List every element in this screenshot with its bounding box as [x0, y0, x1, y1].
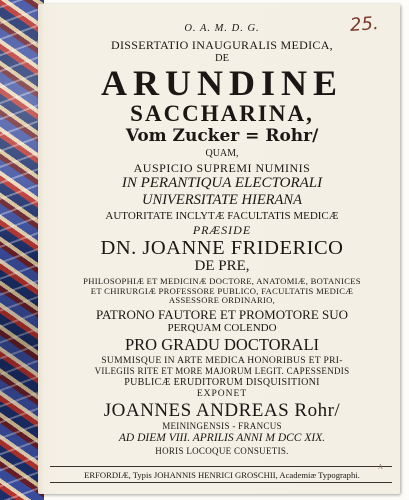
pro-gradu-line: PRO GRADU DOCTORALI — [124, 334, 320, 354]
subtitle: SACCHARINA, — [130, 101, 314, 126]
summisque-line-2: VILEGIIS RITE ET MORE MAJORUM LEGIT. CAPESSENDIS — [94, 365, 350, 376]
exponet-line: EXPONET — [196, 388, 248, 399]
horis-line: HORIS LOCOQUE CONSUETIS. — [155, 445, 289, 456]
praeside-line: PRÆSIDE — [192, 222, 252, 237]
german-title: Vom Zucker = Rohr/ — [125, 126, 319, 146]
publicae-line: PUBLICÆ ERUDITORUM DISQUISITIONI — [124, 376, 320, 388]
handwritten-number: 25. — [349, 13, 380, 36]
auspicio-line: AUSPICIO SUPREMI NUMINIS — [133, 161, 311, 175]
autoritate-line: AUTORITATE INCLYTÆ FACULTATIS MEDICÆ — [105, 209, 339, 222]
qualification-1: PHILOSOPHIÆ ET MEDICINÆ DOCTORE, ANATOMIÆ, BOTANICES — [83, 276, 361, 286]
signature-mark: A — [378, 463, 384, 471]
de-line: DE — [215, 52, 229, 64]
perantiqua-line: IN PERANTIQUA ELECTORALI — [121, 175, 323, 191]
summisque-line-1: SUMMISQUE IN ARTE MEDICA HONORIBUS ET PRI- — [101, 355, 343, 367]
imprint-rule-bottom — [50, 482, 392, 483]
qualification-3: ASSESSORE ORDINARIO, — [168, 295, 276, 306]
dissertatio-line: DISSERTATIO INAUGURALIS MEDICA, — [111, 37, 333, 52]
author-origin: MEININGENSIS - FRANCUS — [162, 421, 282, 432]
author-name: JOANNES ANDREAS Rohr/ — [103, 400, 341, 422]
praeses-surname: DE PRE, — [194, 258, 250, 274]
universitate-line: UNIVERSITATE HIERANA — [142, 192, 302, 208]
motto: O. A. M. D. G. — [184, 23, 260, 34]
praeses-name: DN. JOANNE FRIDERICO — [100, 236, 344, 259]
imprint-rule-top — [50, 466, 392, 467]
title-page-text — [46, 22, 398, 456]
perquam-line: PERQUAM COLENDO — [167, 321, 277, 334]
main-title: ARUNDINE — [100, 63, 343, 103]
imprint-line: ERFORDIÆ, Typis JOHANNIS HENRICI GROSCHII, Academiæ Typographi. — [84, 470, 360, 480]
qualification-2: ET CHIRURGIÆ PROFESSORE PUBLICO, FACULTATIS MEDICÆ — [90, 285, 354, 296]
quam-line: QUAM, — [205, 148, 239, 159]
date-line: AD DIEM VIII. APRILIS ANNI M DCC XIX. — [118, 432, 326, 445]
patrono-line: PATRONO FAUTORE ET PROMOTORE SUO — [95, 306, 349, 322]
